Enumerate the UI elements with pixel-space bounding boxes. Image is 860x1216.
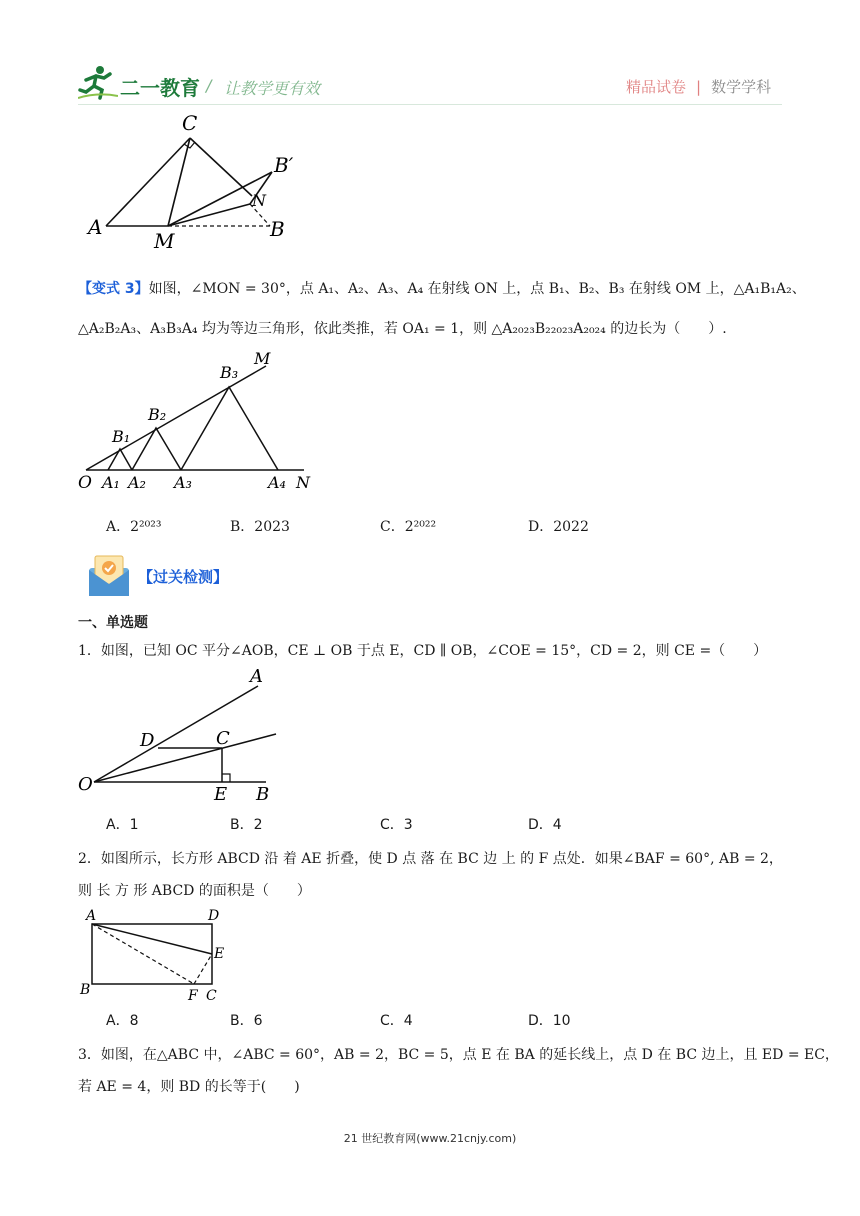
fig3-label-B: B <box>256 784 270 805</box>
variant3-tag: 【变式 3】 <box>78 281 149 297</box>
fig3-label-O: O <box>78 774 93 795</box>
fig2-label-A2: A₂ <box>128 473 146 492</box>
q2-option-b[interactable]: B．6 <box>230 1013 263 1029</box>
figure-fold-triangle <box>84 110 304 250</box>
variant3-option-c[interactable]: C．2²⁰²² <box>380 519 437 535</box>
q3-line1: 3．如图，在△ABC 中，∠ABC = 60°，AB = 2，BC = 5，点 E 在 BA 的延长线上，点 D 在 BC 边上，且 ED = EC， <box>78 1047 839 1063</box>
q2-option-a[interactable]: A．8 <box>106 1013 139 1029</box>
figure-equilateral-chain <box>74 352 324 492</box>
figure-angle-bisector <box>74 666 294 806</box>
figure-rectangle-fold <box>76 906 236 1006</box>
fig2-label-A1: A₁ <box>102 473 120 492</box>
fig3-label-D: D <box>140 730 155 751</box>
fig1-label-A: A <box>88 215 103 239</box>
fig3-label-E: E <box>214 784 228 805</box>
fig4-label-C: C <box>206 988 217 1004</box>
fig4-label-E: E <box>214 946 225 962</box>
fig2-label-M: M <box>254 352 271 368</box>
section-subtitle: 一、单选题 <box>78 615 148 631</box>
header-divider: | <box>696 78 702 96</box>
fig2-label-B1: B₁ <box>112 427 131 446</box>
q2-line2: 则 长 方 形 ABCD 的面积是（ ） <box>78 883 311 899</box>
fig1-label-Bprime: B′ <box>274 153 294 177</box>
variant3-option-a[interactable]: A．2²⁰²³ <box>106 519 162 535</box>
q3-line2: 若 AE = 4，则 BD 的长等于( ) <box>78 1079 300 1095</box>
header-right <box>626 76 771 97</box>
q2-option-c[interactable]: C．4 <box>380 1013 413 1029</box>
fig1-label-M: M <box>154 229 175 250</box>
variant3-line2: △A₂B₂A₃、A₃B₃A₄ 均为等边三角形，依此类推，若 OA₁ = 1，则 △A₂₀₂₃B₂₂₀₂₃A₂₀₂₄ 的边长为（ ）. <box>78 321 727 337</box>
brand-label: 精品试卷 <box>626 78 687 96</box>
q1-option-a[interactable]: A．1 <box>106 817 139 833</box>
checklist-envelope-icon <box>86 554 132 598</box>
logo-text: 二一教育 <box>120 76 200 100</box>
header-logo <box>78 64 208 100</box>
fig2-label-N: N <box>296 473 310 492</box>
fig2-label-A4: A₄ <box>268 473 286 492</box>
fig4-label-F: F <box>188 988 198 1004</box>
q1-option-c[interactable]: C．3 <box>380 817 413 833</box>
fig3-label-C: C <box>216 728 230 749</box>
q1-option-b[interactable]: B．2 <box>230 817 263 833</box>
q1-option-d[interactable]: D．4 <box>528 817 562 833</box>
fig4-label-D: D <box>208 908 220 924</box>
variant3-line1 <box>78 278 806 300</box>
fig2-label-B2: B₂ <box>148 405 167 424</box>
section-title: 【过关检测】 <box>138 568 229 586</box>
fig3-label-A: A <box>250 666 263 687</box>
fig1-label-C: C <box>182 111 198 135</box>
fig1-label-B: B <box>270 217 285 241</box>
header-rule <box>78 104 782 105</box>
header-separator-slash: / <box>206 76 212 95</box>
variant3-option-b[interactable]: B．2023 <box>230 519 290 535</box>
fig2-label-B3: B₃ <box>220 363 239 382</box>
variant3-text1: 如图，∠MON = 30°，点 A₁、A₂、A₃、A₄ 在射线 ON 上，点 B₁、B₂、B₃ 在射线 OM 上，△A₁B₁A₂、 <box>148 281 806 297</box>
fig1-label-N: N <box>252 191 266 210</box>
fig2-label-O: O <box>78 473 92 492</box>
q2-line1: 2．如图所示，长方形 ABCD 沿 着 AE 折叠，使 D 点 落 在 BC 边 上 的 F 点处．如果∠BAF = 60°, AB = 2， <box>78 851 783 867</box>
header-slogan: 让教学更有效 <box>224 79 321 98</box>
runner-logo-icon <box>78 64 118 100</box>
fig4-label-B: B <box>80 982 91 998</box>
q2-option-d[interactable]: D．10 <box>528 1013 571 1029</box>
fig4-label-A: A <box>86 908 97 924</box>
variant3-option-d[interactable]: D．2022 <box>528 519 589 535</box>
subject-label: 数学学科 <box>711 78 772 96</box>
fig2-label-A3: A₃ <box>174 473 192 492</box>
q1-text: 1．如图，已知 OC 平分∠AOB，CE ⊥ OB 于点 E，CD ∥ OB，∠COE = 15°，CD = 2，则 CE =（ ） <box>78 643 768 659</box>
footer-source: 21 世纪教育网(www.21cnjy.com) <box>343 1132 517 1145</box>
